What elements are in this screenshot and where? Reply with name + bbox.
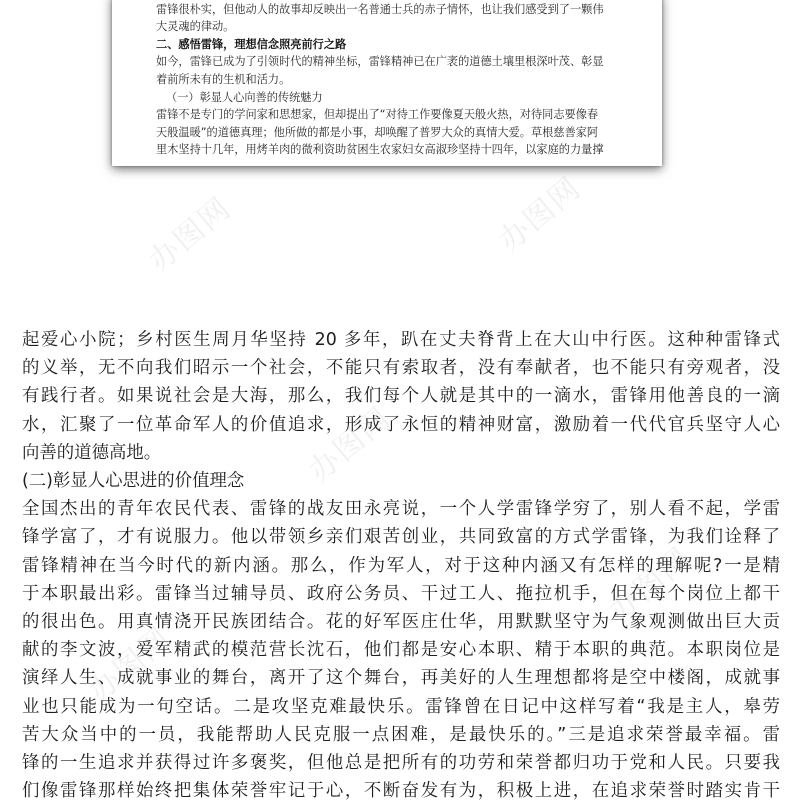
text-line: 向善的道德高地。 (22, 442, 162, 463)
text-line: 的义举，无不向我们昭示一个社会，不能只有索取者，没有奉献者，也不能只有旁观者，没 (22, 358, 780, 379)
text-line: 有践行者。如果说社会是大海，那么，我们每个人就是其中的一滴水，雷锋用他善良的一滴 (22, 386, 780, 407)
preview-text (156, 0, 616, 159)
preview-para3-line: 里木坚持十几年，用烤羊肉的微利资助贫困生农家妇女高淑珍坚持十四年，以家庭的力量撑 (156, 143, 604, 157)
text-line: 业也只能成为一句空话。二是攻坚克难最快乐。雷锋曾在日记中这样写着“我是主人，皋劳 (22, 696, 780, 717)
section-heading: (二)彰显人心思进的价值理念 (22, 471, 245, 492)
text-line: 水，汇聚了一位革命军人的价值追求，形成了永恒的精神财富，激励着一代代官兵坚守人心 (22, 414, 780, 435)
text-line: 锋的一生追求并获得过许多褒奖，但他总是把所有的功劳和荣誉都归功于党和人民。只要我 (22, 753, 780, 774)
preview-card (112, 0, 662, 166)
watermark: 办图网 (142, 190, 239, 279)
preview-para2-line: 着前所未有的生机和活力。 (156, 72, 291, 86)
preview-para3-line: 天般温暖”的道德真理；他所做的都是小事，却唤醒了普罗大众的真情大爱。草根慈善家阿 (156, 125, 599, 139)
text-line: 全国杰出的青年农民代表、雷锋的战友田永亮说，一个人学雷锋学穷了，别人看不起，学雷 (22, 499, 780, 520)
preview-heading-2: 二、感悟雷锋，理想信念照亮前行之路 (156, 37, 347, 51)
text-line: 起爱心小院；乡村医生周月华坚持 20 多年，趴在丈夫脊背上在大山中行医。这种种雷锋式 (22, 330, 780, 350)
preview-para3-line: 雷锋不是专门的学问家和思想家，但却提出了“对待工作要像夏天般火热，对待同志要像春 (156, 108, 599, 122)
text-line: 献的李文波，爱军精武的模范营长沈石，他们都是安心本职、精于本职的典范。本职岗位是 (22, 640, 780, 661)
watermark: 办图网 (492, 170, 589, 259)
text-line: 苦大众当中的一员，我能帮助人民克服一点困难，是最快乐的。”三是追求荣誉最幸福。雷 (22, 724, 780, 745)
preview-para2-line: 如今，雷锋已成为了引领时代的精神坐标，雷锋精神已在广袤的道德土壤里根深叶茂、彰显 (156, 55, 604, 69)
preview-para1-line: 大灵魂的律动。 (156, 20, 235, 34)
watermark: 办图网 (82, 620, 179, 709)
watermark: 办图网 (602, 540, 699, 629)
preview-heading-3: （一）彰显人心向善的传统魅力 (166, 90, 323, 104)
text-line: 雷锋精神在当今时代的新内涵。那么，作为军人，对于这种内涵又有怎样的理解呢?一是精 (22, 555, 780, 576)
watermark: 办图网 (302, 400, 399, 489)
text-line: 演绎人生、成就事业的舞台，离开了这个舞台，再美好的人生理想都将是空中楼阁，成就事 (22, 668, 780, 689)
text-line: 锋学富了，才有说服力。他以带领乡亲们艰苦创业，共同致富的方式学雷锋，为我们诠释了 (22, 527, 780, 548)
text-line: 们像雷锋那样始终把集体荣誉牢记于心，不断奋发有为，积极上进，在追求荣誉时踏实肯干 (22, 781, 780, 800)
preview-para1-line: 雷锋很朴实，但他动人的故事却反映出一名普通士兵的赤子情怀，也让我们感受到了一颗伟 (156, 2, 604, 16)
text-line: 的很出色。用真情浇开民族团结合。花的好军医庄仕华，用默默坚守为气象观测做出巨大贡 (22, 612, 780, 633)
main-text (22, 326, 780, 800)
text-line: 于本职最出彩。雷锋当过辅导员、政府公务员、干过工人、拖拉机手，但在每个岗位上都干 (22, 583, 780, 604)
